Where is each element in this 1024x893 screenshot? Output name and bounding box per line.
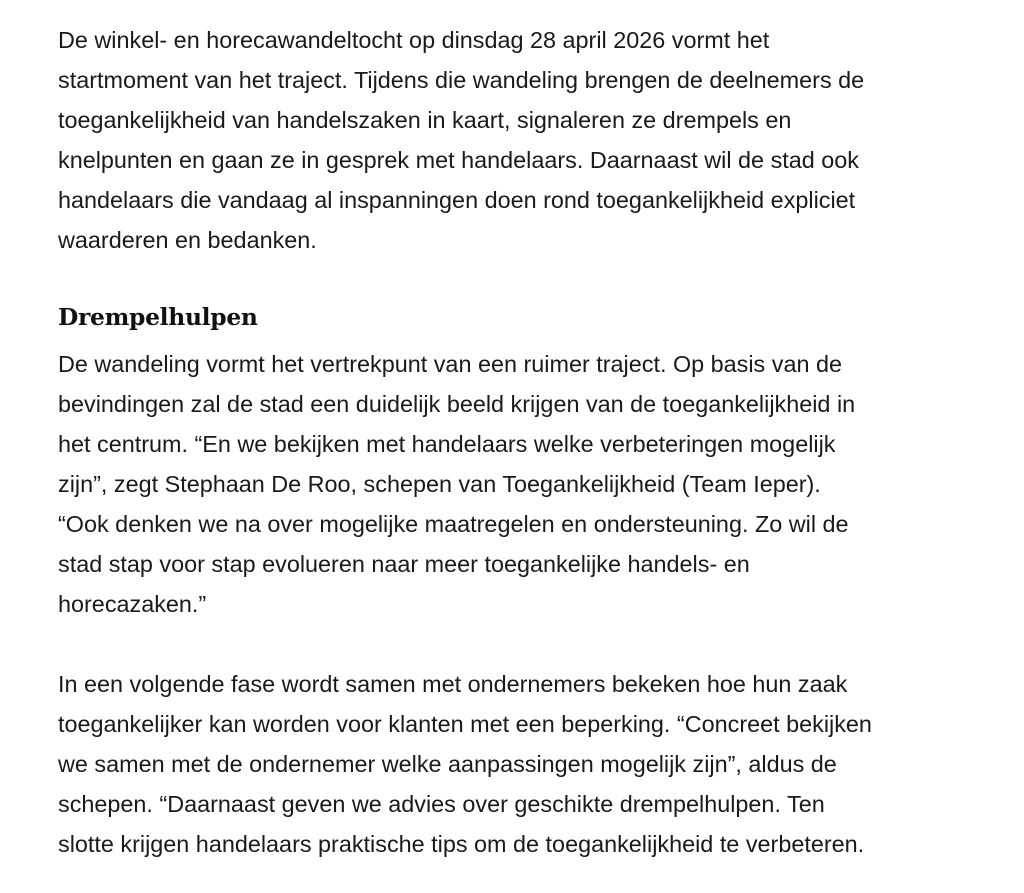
section-heading: Drempelhulpen: [58, 303, 258, 331]
article-body: [58, 20, 998, 864]
paragraph-2: De wandeling vormt het vertrekpunt van een ruimer traject. Op basis van de bevindingen zal de stad een duidelijk beeld krijgen van de toegankelijkheid in het centrum. “En we bekijken met handelaars welke verbeteringen mogelijk zijn”, zegt Stephaan De Roo, schepen van Toegankelijkheid (Team Ieper). “Ook denken we na over mogelijke maatregelen en ondersteuning. Zo wil de stad stap voor stap evolueren naar meer toegankelijke handels- en horecazaken.”: [58, 351, 856, 617]
paragraph-3: In een volgende fase wordt samen met ondernemers bekeken hoe hun zaak toegankelijker kan worden voor klanten met een beperking. “Concreet bekijken we samen met de ondernemer welke aanpassingen mogelijk zijn”, aldus de schepen. “Daarnaast geven we advies over geschikte drempelhulpen. Ten slotte krijgen handelaars praktische tips om de toegankelijkheid te verbeteren.: [58, 671, 872, 857]
paragraph-intro: De winkel- en horecawandeltocht op dinsdag 28 april 2026 vormt het startmoment van het traject. Tijdens die wandeling brengen de deelnemers de toegankelijkheid van handelszaken in kaart, signaleren ze drempels en knelpunten en gaan ze in gesprek met handelaars. Daarnaast wil de stad ook handelaars die vandaag al inspanningen doen rond toegankelijkheid expliciet waarderen en bedanken.: [58, 27, 865, 253]
